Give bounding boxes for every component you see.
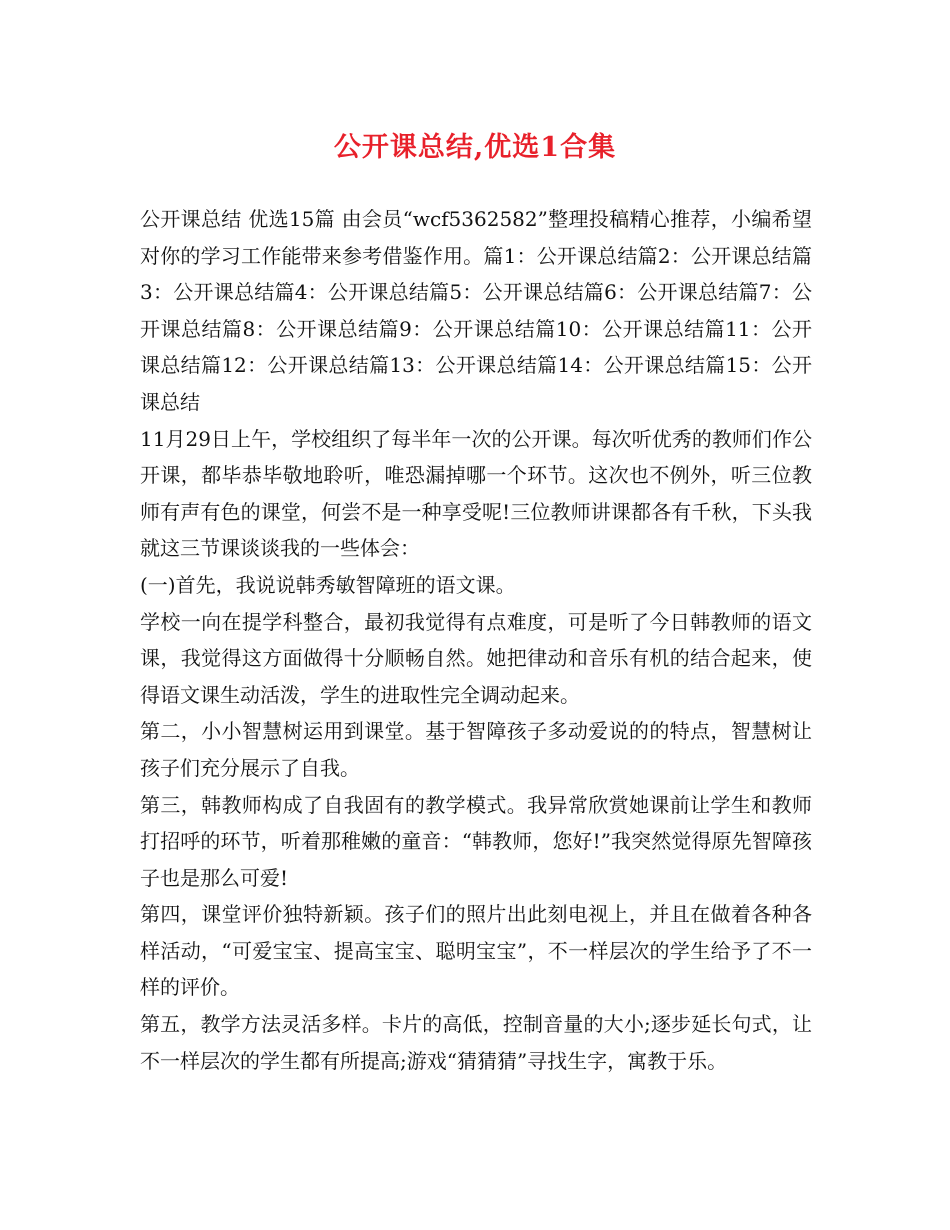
document-title: 公开课总结,优选1合集 (333, 132, 617, 163)
paragraph-intro: 公开课总结 优选15篇 由会员“wcf5362582”整理投稿精心推荐，小编希望对你的学习工作能带来参考借鉴作用。篇1：公开课总结篇2：公开课总结篇3：公开课总结篇4：公开课总结篇5：公开课总结篇6：公开课总结篇7：公开课总结篇8：公开课总结篇9：公开课总结篇10：公开课总结篇11：公开课总结篇12：公开课总结篇13：公开课总结篇14：公开课总结篇15：公开课总结 (140, 207, 812, 414)
paragraph-point-one: 学校一向在提学科整合，最初我觉得有点难度，可是听了今日韩教师的语文课，我觉得这方面做得十分顺畅自然。她把律动和音乐有机的结合起来，使得语文课生动活泼，学生的进取性完全调动起来。 (140, 609, 812, 707)
document-body (140, 201, 812, 1079)
paragraph-point-three: 第三，韩教师构成了自我固有的教学模式。我异常欣赏她课前让学生和教师打招呼的环节，听着那稚嫩的童音：“韩教师，您好!”我突然觉得原先智障孩子也是那么可爱! (140, 792, 812, 890)
paragraph-section-one-heading: (一)首先，我说说韩秀敏智障班的语文课。 (140, 572, 516, 597)
paragraph-opening: 11月29日上午，学校组织了每半年一次的公开课。每次听优秀的教师们作公开课，都毕恭毕敬地聆听，唯恐漏掉哪一个环节。这次也不例外，听三位教师有声有色的课堂，何尝不是一种享受呢!三位教师讲课都各有千秋，下头我就这三节课谈谈我的一些体会： (140, 426, 812, 561)
paragraph-point-four: 第四，课堂评价独特新颖。孩子们的照片出此刻电视上，并且在做着各种各样活动，“可爱宝宝、提高宝宝、聪明宝宝”，不一样层次的学生给予了不一样的评价。 (140, 902, 812, 1000)
paragraph-point-five: 第五，教学方法灵活多样。卡片的高低，控制音量的大小;逐步延长句式，让不一样层次的学生都有所提高;游戏“猜猜猜”寻找生字，寓教于乐。 (140, 1012, 812, 1073)
paragraph-point-two: 第二，小小智慧树运用到课堂。基于智障孩子多动爱说的的特点，智慧树让孩子们充分展示了自我。 (140, 719, 812, 780)
